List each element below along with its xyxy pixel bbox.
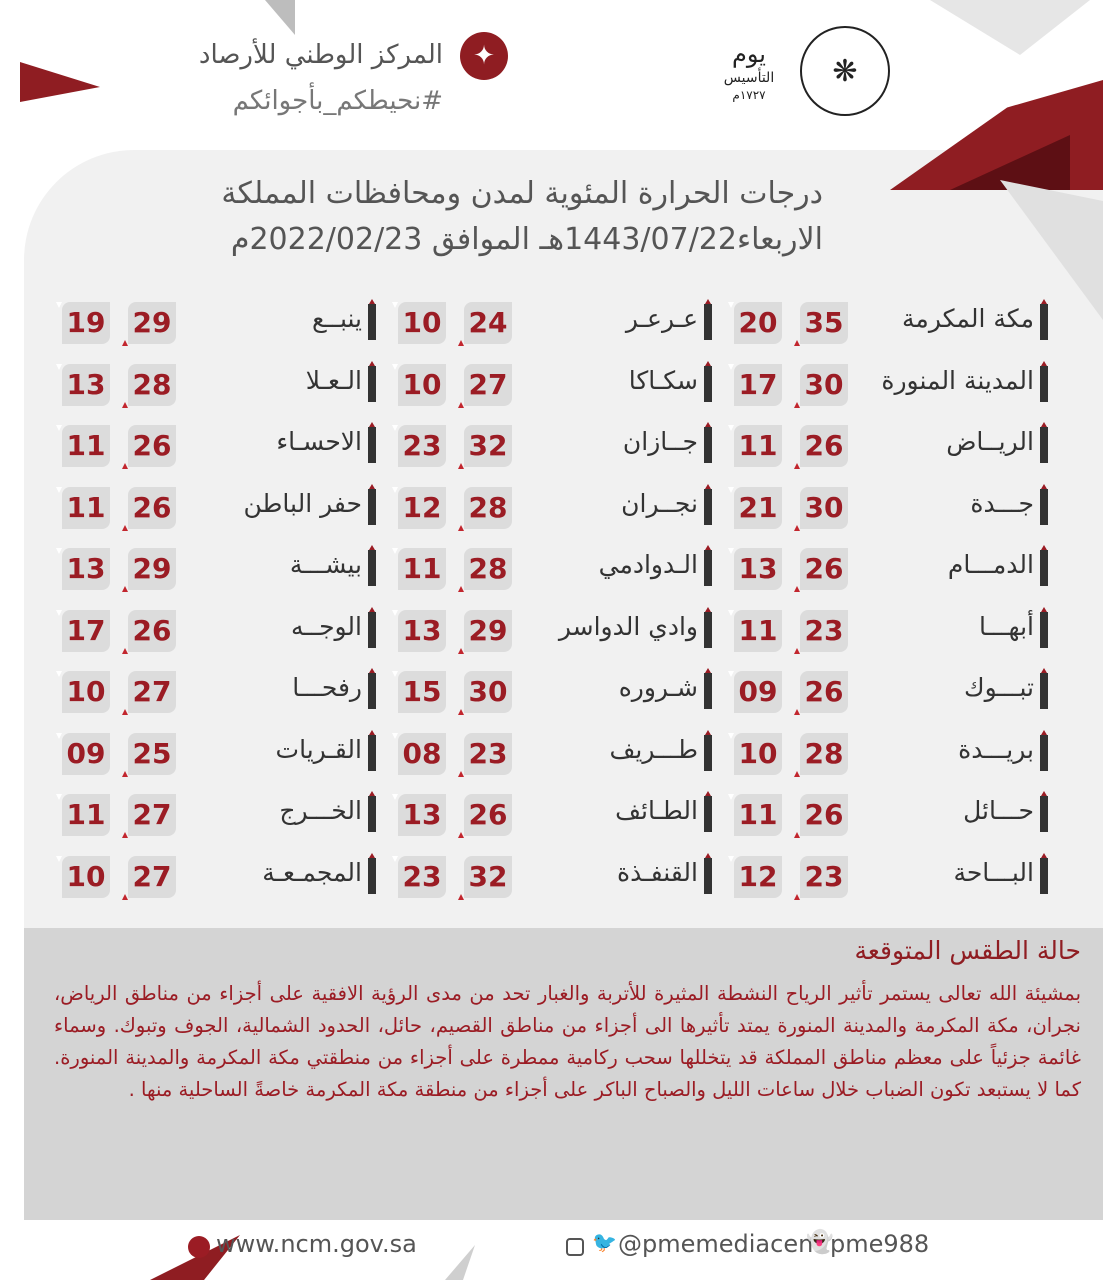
min-temp: 11	[62, 487, 110, 529]
founding-day-year: ١٧٢٧م	[732, 88, 766, 102]
thermometer-icon	[704, 366, 712, 402]
city-cell	[394, 731, 712, 777]
city-name: الـعـلا	[305, 365, 362, 395]
max-temp: 30	[800, 364, 848, 406]
city-name: نجــران	[621, 488, 698, 518]
center-name: المركز الوطني للأرصاد	[198, 40, 443, 70]
city-name: طـــريف	[609, 734, 698, 764]
max-temp: 24	[464, 302, 512, 344]
city-cell	[394, 300, 712, 346]
city-cell	[730, 854, 1048, 900]
city-name: شـروره	[618, 673, 698, 702]
max-temp: 27	[128, 671, 176, 713]
max-temp: 26	[128, 610, 176, 652]
min-temp: 15	[398, 671, 446, 713]
ncm-logo-icon: ✦	[460, 32, 508, 80]
thermometer-icon	[704, 673, 712, 709]
city-name: الاحسـاء	[276, 427, 362, 456]
page-title: درجات الحرارة المئوية لمدن ومحافظات المملكة	[221, 176, 823, 211]
city-cell	[394, 669, 712, 715]
thermometer-icon	[368, 427, 376, 463]
city-name: القـريات	[275, 734, 362, 764]
max-temp: 32	[464, 425, 512, 467]
max-temp: 27	[464, 364, 512, 406]
thermometer-icon	[704, 612, 712, 648]
snapchat-handle[interactable]: pme988	[830, 1230, 930, 1258]
city-row	[50, 485, 1050, 531]
thermometer-icon	[368, 673, 376, 709]
min-temp: 13	[734, 548, 782, 590]
max-temp: 28	[128, 364, 176, 406]
thermometer-icon	[704, 858, 712, 894]
min-temp: 11	[398, 548, 446, 590]
city-cell	[58, 792, 376, 838]
thermometer-icon	[368, 489, 376, 525]
city-name: حفر الباطن	[243, 488, 362, 518]
city-cell	[58, 300, 376, 346]
decor-triangle	[265, 0, 295, 35]
min-temp: 11	[734, 425, 782, 467]
city-cell	[394, 854, 712, 900]
city-name: الـدوادمي	[598, 550, 698, 579]
max-temp: 25	[128, 733, 176, 775]
city-name: حـــائل	[963, 796, 1034, 825]
thermometer-icon	[368, 858, 376, 894]
thermometer-icon	[368, 304, 376, 340]
city-name: الريــاض	[946, 427, 1034, 456]
forecast-title: حالة الطقس المتوقعة	[854, 936, 1081, 965]
city-row	[50, 731, 1050, 777]
max-temp: 23	[800, 610, 848, 652]
min-temp: 12	[734, 856, 782, 898]
max-temp: 30	[800, 487, 848, 529]
city-row	[50, 792, 1050, 838]
city-cell	[394, 485, 712, 531]
thermometer-icon	[1040, 304, 1048, 340]
min-temp: 08	[398, 733, 446, 775]
city-row	[50, 669, 1050, 715]
max-temp: 28	[800, 733, 848, 775]
min-temp: 11	[62, 425, 110, 467]
min-temp: 11	[62, 794, 110, 836]
thermometer-icon	[368, 796, 376, 832]
min-temp: 13	[62, 548, 110, 590]
city-cell	[394, 608, 712, 654]
max-temp: 23	[464, 733, 512, 775]
thermometer-icon	[1040, 427, 1048, 463]
max-temp: 26	[800, 548, 848, 590]
city-row	[50, 362, 1050, 408]
city-cell	[58, 423, 376, 469]
min-temp: 13	[398, 794, 446, 836]
city-name: بيشـــة	[289, 550, 362, 579]
thermometer-icon	[704, 796, 712, 832]
website-link[interactable]: www.ncm.gov.sa	[216, 1230, 417, 1258]
thermometer-icon	[704, 304, 712, 340]
max-temp: 28	[464, 548, 512, 590]
forecast-panel	[24, 928, 1103, 1220]
city-row	[50, 300, 1050, 346]
city-name: أبهـــا	[978, 611, 1034, 641]
city-name: الدمـــام	[947, 550, 1034, 579]
thermometer-icon	[704, 489, 712, 525]
thermometer-icon	[1040, 673, 1048, 709]
city-cell	[730, 731, 1048, 777]
city-cell	[58, 731, 376, 777]
city-cell	[58, 546, 376, 592]
city-cell	[58, 854, 376, 900]
city-cell	[394, 423, 712, 469]
max-temp: 23	[800, 856, 848, 898]
city-row	[50, 423, 1050, 469]
forecast-text: بمشيئة الله تعالى يستمر تأثير الرياح النشطة المثيرة للأتربة والغبار تحد من مدى الرؤية الافقية على أجزاء من مناطق الرياض، نجران، مكة المكرمة والمدينة المنورة يمتد تأثيرها الى أجزاء من مناطق القصيم، حائل، الحدود الشمالية، الجوف وتبوك. وسماء غائمة جزئياً على معظم مناطق المملكة قد يتخللها سحب ركامية ممطرة على أجزاء من منطقتي مكة المكرمة والمدينة المنورة. كما لا يستبعد تكون الضباب خلال ساعات الليل والصباح الباكر على أجزاء من منطقة مكة المكرمة خاصةً الساحلية منها .	[54, 982, 1081, 1101]
max-temp: 35	[800, 302, 848, 344]
city-cell	[730, 669, 1048, 715]
city-cell	[58, 485, 376, 531]
city-name: المجمـعـة	[262, 857, 362, 887]
min-temp: 13	[398, 610, 446, 652]
city-name: الطـائف	[615, 796, 698, 825]
min-temp: 17	[734, 364, 782, 406]
founding-day-word2: التأسيس	[723, 70, 775, 86]
city-row	[50, 546, 1050, 592]
max-temp: 26	[800, 425, 848, 467]
max-temp: 28	[464, 487, 512, 529]
thermometer-icon	[704, 550, 712, 586]
max-temp: 29	[464, 610, 512, 652]
min-temp: 11	[734, 794, 782, 836]
min-temp: 23	[398, 856, 446, 898]
min-temp: 10	[62, 671, 110, 713]
thermometer-icon	[1040, 366, 1048, 402]
max-temp: 30	[464, 671, 512, 713]
min-temp: 10	[62, 856, 110, 898]
city-cell	[730, 608, 1048, 654]
max-temp: 27	[128, 794, 176, 836]
city-name: سكـاكا	[628, 365, 698, 395]
max-temp: 32	[464, 856, 512, 898]
min-temp: 10	[398, 302, 446, 344]
page-date: الاربعاء1443/07/22هـ الموافق 2022/02/23م	[230, 222, 823, 257]
city-row	[50, 608, 1050, 654]
thermometer-icon	[704, 735, 712, 771]
snapchat-icon[interactable]: 👻	[806, 1230, 834, 1255]
city-row	[50, 854, 1050, 900]
max-temp: 26	[800, 671, 848, 713]
thermometer-icon	[368, 612, 376, 648]
founding-day-seal-icon: ❋	[800, 26, 890, 116]
max-temp: 29	[128, 302, 176, 344]
min-temp: 19	[62, 302, 110, 344]
max-temp: 26	[464, 794, 512, 836]
city-name: المدينة المنورة	[881, 365, 1034, 395]
thermometer-icon	[1040, 735, 1048, 771]
min-temp: 21	[734, 487, 782, 529]
city-name: الخـــرج	[279, 796, 362, 825]
city-cell	[730, 423, 1048, 469]
city-cell	[394, 546, 712, 592]
thermometer-icon	[1040, 858, 1048, 894]
founding-day-logo	[706, 40, 792, 102]
city-name: جـــدة	[970, 488, 1034, 518]
max-temp: 26	[800, 794, 848, 836]
city-name: ينبــع	[312, 304, 362, 333]
min-temp: 11	[734, 610, 782, 652]
thermometer-icon	[704, 427, 712, 463]
thermometer-icon	[368, 366, 376, 402]
decor-triangle	[930, 0, 1090, 55]
city-cell	[730, 485, 1048, 531]
hashtag: #نحيطكم_بأجوائكم	[232, 86, 443, 116]
city-cell	[730, 792, 1048, 838]
thermometer-icon	[1040, 550, 1048, 586]
max-temp: 27	[128, 856, 176, 898]
min-temp: 23	[398, 425, 446, 467]
city-name: تبـــوك	[964, 673, 1034, 702]
city-cell	[730, 546, 1048, 592]
city-name: وادي الدواسر	[558, 611, 698, 641]
city-name: مكة المكرمة	[902, 304, 1034, 333]
thermometer-icon	[368, 735, 376, 771]
thermometer-icon	[1040, 612, 1048, 648]
social-handle[interactable]: @pmemediacen	[618, 1230, 814, 1258]
decor-triangle	[20, 62, 100, 102]
city-name: عـرعـر	[625, 304, 698, 333]
city-cell	[394, 362, 712, 408]
max-temp: 26	[128, 487, 176, 529]
max-temp: 26	[128, 425, 176, 467]
city-name: القنفـذة	[617, 857, 698, 887]
min-temp: 09	[62, 733, 110, 775]
min-temp: 20	[734, 302, 782, 344]
instagram-icon[interactable]	[566, 1238, 584, 1256]
city-name: بريـــدة	[958, 734, 1034, 764]
thermometer-icon	[1040, 796, 1048, 832]
footer	[0, 1220, 1103, 1280]
thermometer-icon	[368, 550, 376, 586]
city-cell	[58, 608, 376, 654]
twitter-icon[interactable]: 🐦	[592, 1230, 617, 1254]
min-temp: 09	[734, 671, 782, 713]
city-name: رفحـــا	[292, 673, 362, 702]
city-cell	[730, 362, 1048, 408]
city-cell	[58, 362, 376, 408]
min-temp: 17	[62, 610, 110, 652]
min-temp: 10	[398, 364, 446, 406]
city-name: جــازان	[622, 427, 698, 456]
founding-day-word1: يوم	[732, 40, 766, 68]
max-temp: 29	[128, 548, 176, 590]
city-name: الوجــه	[291, 611, 362, 641]
city-cell	[730, 300, 1048, 346]
city-name: البـــاحة	[953, 857, 1034, 887]
thermometer-icon	[1040, 489, 1048, 525]
min-temp: 12	[398, 487, 446, 529]
city-cell	[58, 669, 376, 715]
city-cell	[394, 792, 712, 838]
globe-icon	[188, 1236, 210, 1258]
min-temp: 13	[62, 364, 110, 406]
min-temp: 10	[734, 733, 782, 775]
